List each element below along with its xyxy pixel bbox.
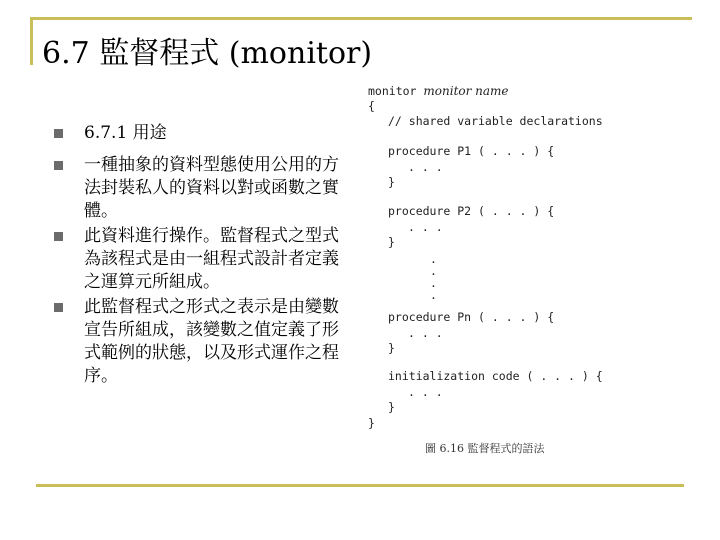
vertical-ellipsis-dot: . [430, 264, 437, 278]
code-proc-p1: procedure P1 ( . . . ) { [388, 144, 555, 158]
code-proc-p2: procedure P2 ( . . . ) { [388, 204, 555, 218]
code-comment: // shared variable declarations [388, 114, 603, 128]
code-close-brace: } [388, 175, 395, 189]
vertical-ellipsis-dot: . [430, 252, 437, 266]
bullet-item: 6.7.1 用途 [52, 122, 352, 145]
frame-bottom-line [36, 484, 684, 487]
code-body-dots: . . . [408, 326, 443, 340]
code-line-header: monitor monitor name [368, 84, 509, 98]
frame-left-line [30, 17, 33, 65]
figure-caption: 圖 6.16 監督程式的語法 [425, 442, 545, 455]
square-bullet-icon [54, 161, 63, 170]
bullet-item: 此監督程式之形式之表示是由變數宣告所組成，該變數之值定義了形式範例的狀態，以及形式運作之程序。 [52, 296, 352, 388]
code-body-dots: . . . [408, 160, 443, 174]
slide-title: 6.7 監督程式 (monitor) [42, 36, 373, 71]
square-bullet-icon [54, 232, 63, 241]
vertical-ellipsis-dot: . [430, 288, 437, 302]
code-body-dots: . . . [408, 385, 443, 399]
monitor-name-label: monitor name [423, 84, 509, 98]
code-close-brace: } [388, 400, 395, 414]
vertical-ellipsis-dot: . [430, 276, 437, 290]
code-open-brace: { [368, 99, 375, 113]
code-init: initialization code ( . . . ) { [388, 369, 603, 383]
bullet-list [52, 122, 352, 390]
square-bullet-icon [54, 129, 63, 138]
bullet-item: 一種抽象的資料型態使用公用的方法封裝私人的資料以對或函數之實體。 [52, 154, 352, 223]
code-final-brace: } [368, 416, 375, 430]
code-body-dots: . . . [408, 220, 443, 234]
code-proc-pn: procedure Pn ( . . . ) { [388, 310, 555, 324]
bullet-item: 此資料進行操作。監督程式之型式為該程式是由一組程式設計者定義之運算元所組成。 [52, 225, 352, 294]
code-close-brace: } [388, 341, 395, 355]
code-close-brace: } [388, 235, 395, 249]
frame-top-line [30, 17, 692, 20]
square-bullet-icon [54, 303, 63, 312]
